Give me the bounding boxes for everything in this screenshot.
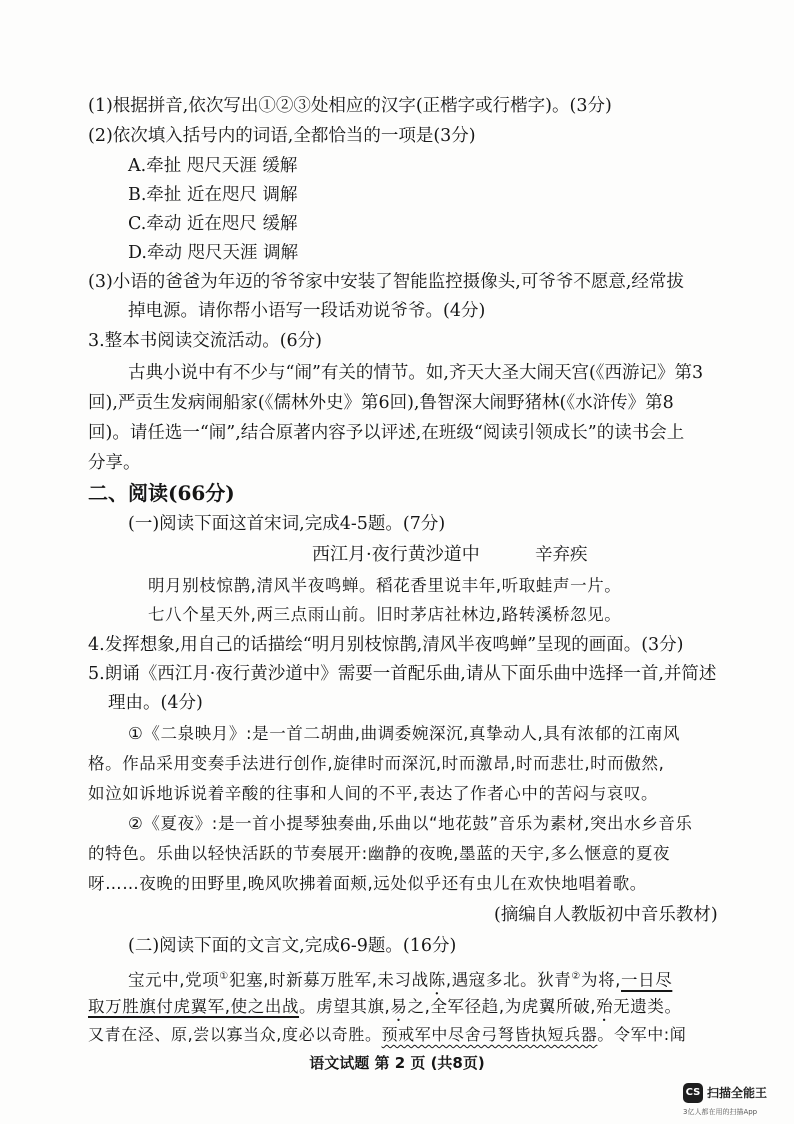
classical-text: 。令军中:闻 xyxy=(597,1025,687,1044)
scanner-tagline: 3亿人都在用的扫描App xyxy=(683,1108,758,1116)
reading-prompt-line-3: 回)。请任选一“闹”,结合原著内容予以评述,在班级“阅读引领成长”的读书会上 xyxy=(88,423,685,443)
dotted-word: 易 xyxy=(390,997,408,1016)
question-1-3-line-2: 掉电源。请你帮小语写一段话劝说爷爷。(4分) xyxy=(128,301,486,321)
section-title-reading: 二、阅读(66分) xyxy=(88,481,235,505)
question-1-2: (2)依次填入括号内的词语,全都恰当的一项是(3分) xyxy=(88,126,476,146)
classical-line-1 xyxy=(128,966,672,999)
poem-line-1: 明月别枝惊鹊,清风半夜鸣蝉。稻花香里说丰年,听取蛙声一片。 xyxy=(148,576,622,595)
page-footer: 语文试题 第 2 页 (共8页) xyxy=(309,1054,485,1072)
classical-text: 。虏望其旗, xyxy=(299,997,391,1016)
question-4: 4.发挥想象,用自己的话描绘“明月别枝惊鹊,清风半夜鸣蝉”呈现的画面。(3分) xyxy=(88,635,684,655)
subsection-poem: (一)阅读下面这首宋词,完成4-5题。(7分) xyxy=(128,514,446,534)
classical-text: 宝元中,党项 xyxy=(128,970,220,990)
camscanner-logo-icon: CS xyxy=(683,1083,703,1103)
reading-prompt-line-1: 古典小说中有不少与“闹”有关的情节。如,齐天大圣大闹天宫(《西游记》第3 xyxy=(128,363,704,383)
option-b: B.牵扯 近在咫尺 调解 xyxy=(128,185,298,205)
scanner-app-name: 扫描全能王 xyxy=(707,1086,768,1100)
question-3-title: 3.整本书阅读交流活动。(6分) xyxy=(88,331,322,351)
reading-prompt-line-2: 回),严贡生发病闹船家(《儒林外史》第6回),鲁智深大闹野猪林(《水浒传》第8 xyxy=(88,393,674,413)
classical-text: 犯塞,时新募万胜军,未习战 xyxy=(228,970,429,990)
music-1-line-3: 如泣如诉地诉说着辛酸的往事和人间的不平,表达了作者心中的苦闷与哀叹。 xyxy=(88,784,659,803)
option-c: C.牵动 近在咫尺 缓解 xyxy=(128,214,298,234)
wavy-underlined-sentence: 预戒军中尽舍弓弩皆执短兵器 xyxy=(381,1025,598,1044)
scanner-watermark xyxy=(683,1080,788,1120)
reading-prompt-line-4: 分享。 xyxy=(88,453,141,473)
poem-line-2: 七八个星天外,两三点雨山前。旧时茅店社林边,路转溪桥忽见。 xyxy=(148,605,622,624)
music-1-line-1: ①《二泉映月》:是一首二胡曲,曲调委婉深沉,真挚动人,具有浓郁的江南风 xyxy=(128,724,681,743)
music-2-line-3: 呀……夜晚的田野里,晚风吹拂着面颊,远处似乎还有虫儿在欢快地唱着歌。 xyxy=(88,874,647,893)
question-1-3-line-1: (3)小语的爸爸为年迈的爷爷家中安装了智能监控摄像头,可爷爷不愿意,经常拔 xyxy=(88,272,684,292)
classical-text: 又青在泾、原,尝以寡当众,度必以奇胜。 xyxy=(88,1025,382,1044)
music-2-line-2: 的特色。乐曲以轻快活跃的节奏展开:幽静的夜晚,墨蓝的天宇,多么惬意的夏夜 xyxy=(88,844,671,863)
classical-text: 之,全军径趋,为虎翼所破, xyxy=(407,997,597,1016)
poem-title: 西江月·夜行黄沙道中 xyxy=(312,544,480,565)
poem-author: 辛弃疾 xyxy=(535,545,588,565)
classical-text: 无遗类。 xyxy=(613,997,682,1016)
question-1-1: (1)根据拼音,依次写出①②③处相应的汉字(正楷字或行楷字)。(3分) xyxy=(88,96,612,116)
music-source: (摘编自人教版初中音乐教材) xyxy=(494,905,718,925)
footnote-marker-1: ① xyxy=(219,971,229,982)
underlined-sentence: 取万胜旗付虎翼军,使之出战 xyxy=(88,997,300,1016)
question-5-line-2: 理由。(4分) xyxy=(108,693,203,713)
option-a: A.牵扯 咫尺天涯 缓解 xyxy=(128,156,298,176)
question-5-line-1: 5.朗诵《西江月·夜行黄沙道中》需要一首配乐曲,请从下面乐曲中选择一首,并简述 xyxy=(88,664,717,684)
classical-line-2 xyxy=(88,996,682,1025)
dotted-word: 殆 xyxy=(596,997,614,1016)
dotted-word: 陈 xyxy=(428,970,446,990)
footnote-marker-2: ② xyxy=(571,971,581,982)
classical-text: ,遇寇多北。狄青 xyxy=(445,970,572,990)
music-2-line-1: ②《夏夜》:是一首小提琴独奏曲,乐曲以“地花鼓”音乐为素材,突出水乡音乐 xyxy=(128,814,693,833)
classical-text: 为将, xyxy=(580,970,622,990)
option-d: D.牵动 咫尺天涯 调解 xyxy=(128,243,299,263)
underlined-sentence: 一日尽 xyxy=(621,970,673,990)
classical-line-3 xyxy=(88,1024,686,1046)
music-1-line-2: 格。作品采用变奏手法进行创作,旋律时而深沉,时而激昂,时而悲壮,时而傲然, xyxy=(88,754,665,773)
subsection-classical: (二)阅读下面的文言文,完成6-9题。(16分) xyxy=(128,936,457,956)
